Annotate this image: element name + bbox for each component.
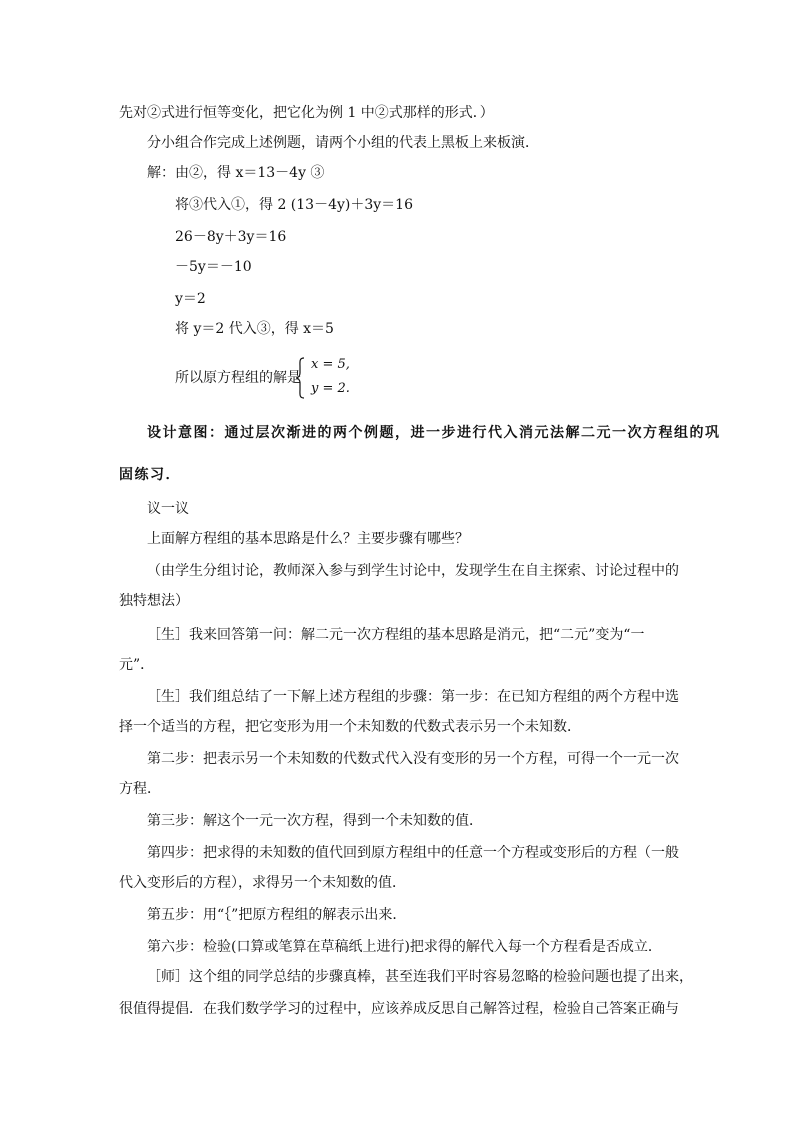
text-line: ［生］我们组总结了一下解上述方程组的步骤：第一步：在已知方程组的两个方程中选 bbox=[147, 689, 679, 705]
text-line: ［生］我来回答第一问：解二元一次方程组的基本思路是消元，把“二元”变为“一 bbox=[147, 627, 645, 643]
left-brace-icon bbox=[295, 357, 305, 399]
text-line: 独特想法） bbox=[119, 593, 189, 609]
design-intent-line: 固练习． bbox=[119, 467, 181, 483]
text-line: 第五步：用“｛”把原方程组的解表示出来． bbox=[147, 907, 407, 923]
solution-x: x = 5, bbox=[311, 357, 350, 372]
solution-start-line: 解：由②，得 x＝13－4y ③ bbox=[147, 165, 325, 181]
text-line: 第二步：把表示另一个未知数的代数式代入没有变形的另一个方程，可得一个一元一次 bbox=[147, 751, 679, 767]
text-line: 代入变形后的方程），求得另一个未知数的值． bbox=[119, 875, 406, 891]
equation-line: 将③代入①，得 2 (13－4y)＋3y＝16 bbox=[175, 197, 413, 213]
text-line: 先对②式进行恒等变化，把它化为例 1 中②式那样的形式．） bbox=[119, 105, 494, 121]
text-line: ［师］这个组的同学总结的步骤真棒，甚至连我们平时容易忽略的检验问题也提了出来， bbox=[147, 969, 693, 985]
text-line: 上面解方程组的基本思路是什么？主要步骤有哪些？ bbox=[147, 531, 469, 547]
text-line: 第四步：把求得的未知数的值代回到原方程组中的任意一个方程或变形后的方程（一般 bbox=[147, 845, 679, 861]
text-line: 择一个适当的方程，把它变形为用一个未知数的代数式表示另一个未知数． bbox=[119, 719, 581, 735]
equation-line: 将 y＝2 代入③，得 x＝5 bbox=[175, 321, 334, 337]
solution-y: y = 2. bbox=[311, 381, 350, 396]
equation-line: 26－8y＋3y＝16 bbox=[175, 229, 287, 245]
design-intent-line: 设计意图：通过层次渐进的两个例题，进一步进行代入消元法解二元一次方程组的巩 bbox=[147, 425, 721, 441]
text-line: 第六步：检验(口算或笔算在草稿纸上进行)把求得的解代入每一个方程看是否成立． bbox=[147, 939, 662, 955]
text-line: 第三步：解这个一元一次方程，得到一个未知数的值． bbox=[147, 813, 483, 829]
text-line: 方程． bbox=[119, 781, 161, 797]
solution-label: 所以原方程组的解是 bbox=[175, 370, 301, 386]
equation-line: －5y＝－10 bbox=[175, 259, 252, 275]
section-heading: 议一议 bbox=[147, 501, 189, 517]
text-line: 分小组合作完成上述例题，请两个小组的代表上黑板上来板演． bbox=[147, 135, 539, 151]
text-line: 元”． bbox=[119, 657, 155, 673]
text-line: （由学生分组讨论，教师深入参与到学生讨论中，发现学生在自主探索、讨论过程中的 bbox=[147, 563, 679, 579]
equation-line: y＝2 bbox=[175, 291, 206, 307]
text-line: 很值得提倡．在我们数学学习的过程中，应该养成反思自己解答过程，检验自己答案正确与 bbox=[119, 1001, 679, 1017]
